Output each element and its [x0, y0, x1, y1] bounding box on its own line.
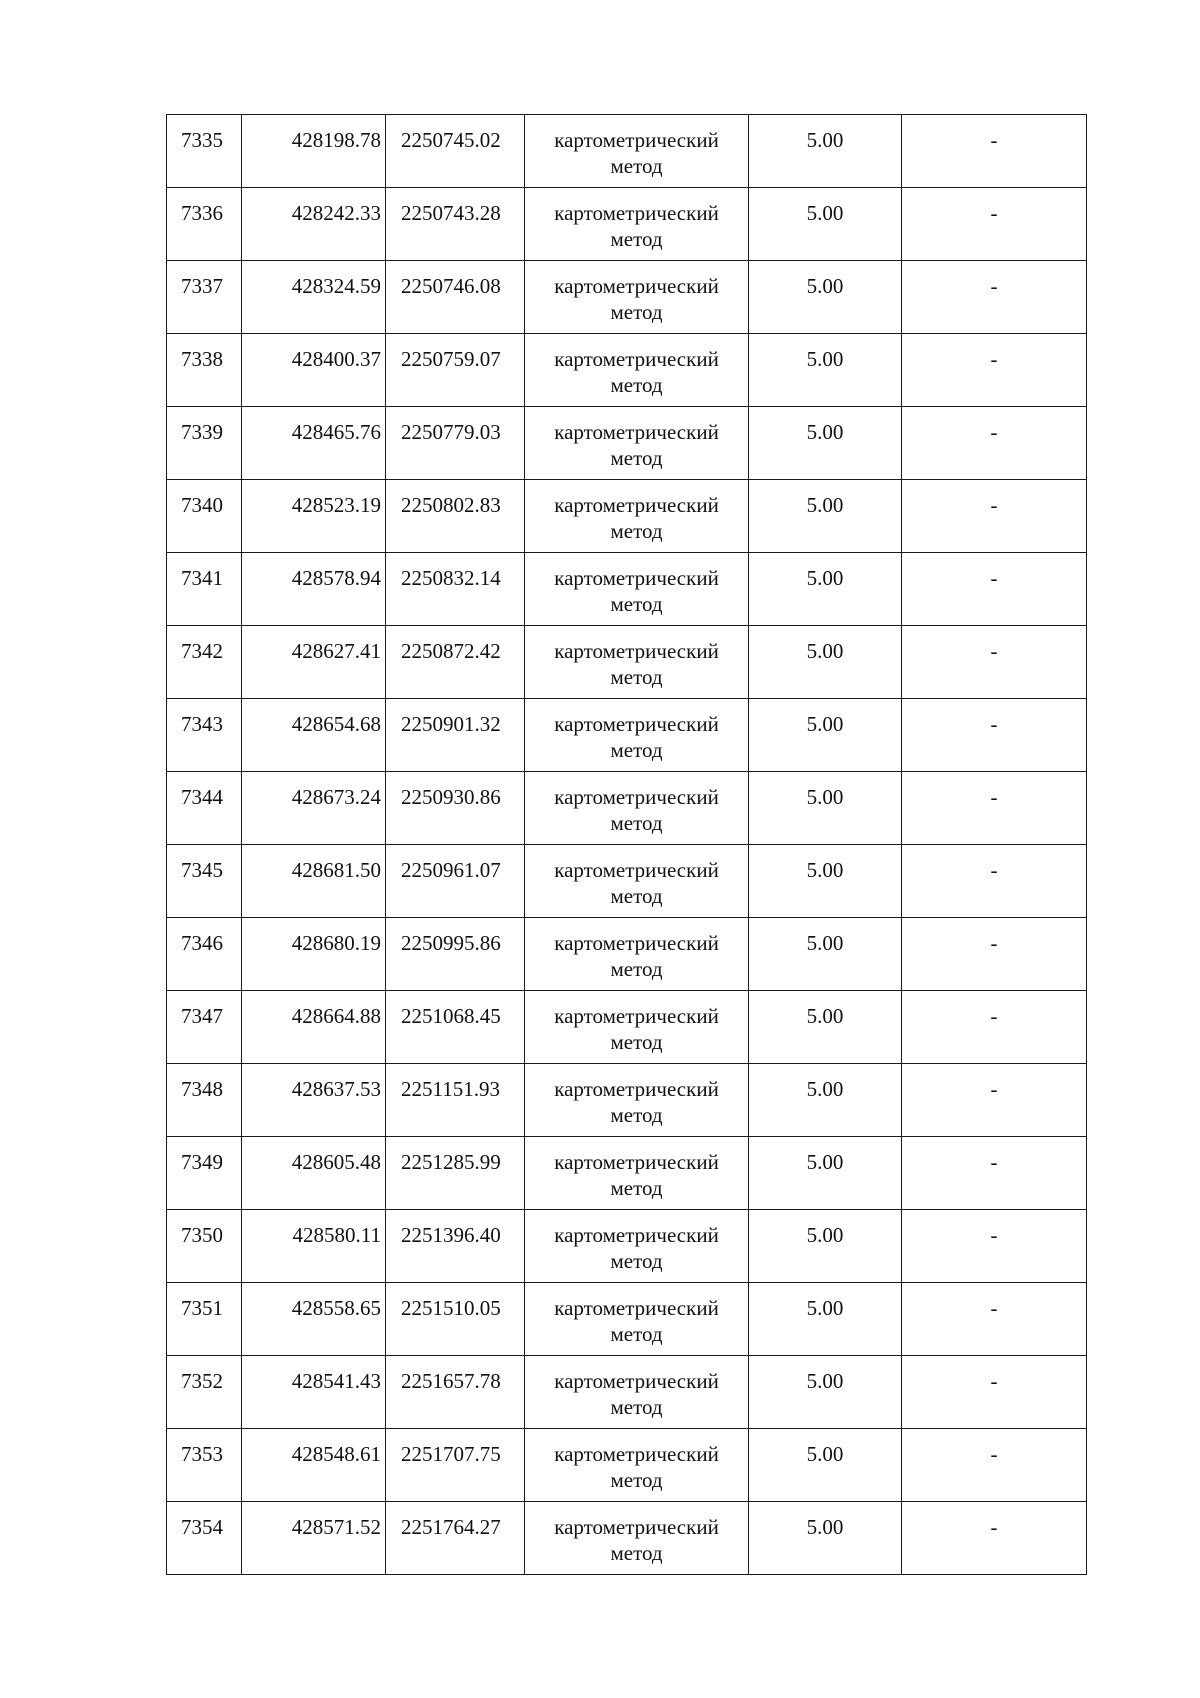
accuracy-cell: 5.00 — [749, 626, 902, 699]
x-coordinate-cell: 428198.78 — [242, 115, 386, 188]
table-row — [167, 480, 1087, 553]
point-number-cell: 7342 — [167, 626, 242, 699]
accuracy-cell: 5.00 — [749, 1502, 902, 1575]
x-coordinate-cell: 428548.61 — [242, 1429, 386, 1502]
point-number-cell: 7338 — [167, 334, 242, 407]
x-coordinate-cell: 428400.37 — [242, 334, 386, 407]
accuracy-cell: 5.00 — [749, 772, 902, 845]
accuracy-cell: 5.00 — [749, 1064, 902, 1137]
accuracy-cell: 5.00 — [749, 115, 902, 188]
x-coordinate-cell: 428571.52 — [242, 1502, 386, 1575]
y-coordinate-cell: 2250961.07 — [386, 845, 525, 918]
table-row — [167, 553, 1087, 626]
x-coordinate-cell: 428578.94 — [242, 553, 386, 626]
note-cell: - — [902, 480, 1087, 553]
note-cell: - — [902, 1064, 1087, 1137]
method-line-2: метод — [610, 300, 663, 324]
point-number-cell: 7350 — [167, 1210, 242, 1283]
note-cell: - — [902, 553, 1087, 626]
y-coordinate-cell: 2250995.86 — [386, 918, 525, 991]
table-row — [167, 115, 1087, 188]
x-coordinate-cell: 428558.65 — [242, 1283, 386, 1356]
method-line-2: метод — [610, 519, 663, 543]
x-coordinate-cell: 428541.43 — [242, 1356, 386, 1429]
method-line-2: метод — [610, 665, 663, 689]
method-line-1: картометрический — [554, 712, 719, 736]
table-row — [167, 1356, 1087, 1429]
method-cell — [525, 991, 749, 1064]
method-line-2: метод — [610, 154, 663, 178]
y-coordinate-cell: 2250759.07 — [386, 334, 525, 407]
x-coordinate-cell: 428242.33 — [242, 188, 386, 261]
y-coordinate-cell: 2250802.83 — [386, 480, 525, 553]
y-coordinate-cell: 2251068.45 — [386, 991, 525, 1064]
method-line-1: картометрический — [554, 128, 719, 152]
method-cell — [525, 1429, 749, 1502]
method-line-2: метод — [610, 1103, 663, 1127]
x-coordinate-cell: 428654.68 — [242, 699, 386, 772]
accuracy-cell: 5.00 — [749, 334, 902, 407]
accuracy-cell: 5.00 — [749, 407, 902, 480]
point-number-cell: 7348 — [167, 1064, 242, 1137]
method-cell — [525, 480, 749, 553]
y-coordinate-cell: 2251510.05 — [386, 1283, 525, 1356]
method-cell — [525, 553, 749, 626]
x-coordinate-cell: 428605.48 — [242, 1137, 386, 1210]
note-cell: - — [902, 407, 1087, 480]
method-line-2: метод — [610, 957, 663, 981]
method-line-2: метод — [610, 1249, 663, 1273]
x-coordinate-cell: 428523.19 — [242, 480, 386, 553]
y-coordinate-cell: 2251764.27 — [386, 1502, 525, 1575]
method-line-2: метод — [610, 1176, 663, 1200]
method-line-1: картометрический — [554, 274, 719, 298]
y-coordinate-cell: 2251657.78 — [386, 1356, 525, 1429]
table-row — [167, 845, 1087, 918]
point-number-cell: 7337 — [167, 261, 242, 334]
note-cell: - — [902, 261, 1087, 334]
x-coordinate-cell: 428580.11 — [242, 1210, 386, 1283]
table-row — [167, 626, 1087, 699]
method-line-2: метод — [610, 1468, 663, 1492]
note-cell: - — [902, 1429, 1087, 1502]
method-line-1: картометрический — [554, 931, 719, 955]
table-row — [167, 261, 1087, 334]
accuracy-cell: 5.00 — [749, 1210, 902, 1283]
point-number-cell: 7352 — [167, 1356, 242, 1429]
table-row — [167, 1137, 1087, 1210]
method-line-2: метод — [610, 446, 663, 470]
method-line-2: метод — [610, 738, 663, 762]
note-cell: - — [902, 1283, 1087, 1356]
y-coordinate-cell: 2250743.28 — [386, 188, 525, 261]
method-cell — [525, 1283, 749, 1356]
note-cell: - — [902, 918, 1087, 991]
method-line-2: метод — [610, 884, 663, 908]
point-number-cell: 7340 — [167, 480, 242, 553]
method-line-1: картометрический — [554, 1077, 719, 1101]
point-number-cell: 7343 — [167, 699, 242, 772]
method-line-1: картометрический — [554, 858, 719, 882]
note-cell: - — [902, 626, 1087, 699]
x-coordinate-cell: 428637.53 — [242, 1064, 386, 1137]
note-cell: - — [902, 772, 1087, 845]
method-line-1: картометрический — [554, 201, 719, 225]
y-coordinate-cell: 2251151.93 — [386, 1064, 525, 1137]
y-coordinate-cell: 2250930.86 — [386, 772, 525, 845]
table-row — [167, 407, 1087, 480]
table-row — [167, 1502, 1087, 1575]
note-cell: - — [902, 991, 1087, 1064]
note-cell: - — [902, 699, 1087, 772]
x-coordinate-cell: 428627.41 — [242, 626, 386, 699]
method-cell — [525, 1356, 749, 1429]
table-row — [167, 1064, 1087, 1137]
note-cell: - — [902, 334, 1087, 407]
method-line-1: картометрический — [554, 1369, 719, 1393]
accuracy-cell: 5.00 — [749, 991, 902, 1064]
note-cell: - — [902, 1356, 1087, 1429]
accuracy-cell: 5.00 — [749, 261, 902, 334]
point-number-cell: 7354 — [167, 1502, 242, 1575]
y-coordinate-cell: 2251707.75 — [386, 1429, 525, 1502]
note-cell: - — [902, 1502, 1087, 1575]
y-coordinate-cell: 2251285.99 — [386, 1137, 525, 1210]
method-cell — [525, 115, 749, 188]
note-cell: - — [902, 845, 1087, 918]
table-row — [167, 918, 1087, 991]
table-row — [167, 699, 1087, 772]
table-row — [167, 1429, 1087, 1502]
y-coordinate-cell: 2250872.42 — [386, 626, 525, 699]
accuracy-cell: 5.00 — [749, 699, 902, 772]
table-row — [167, 334, 1087, 407]
method-line-2: метод — [610, 1030, 663, 1054]
y-coordinate-cell: 2250746.08 — [386, 261, 525, 334]
accuracy-cell: 5.00 — [749, 1356, 902, 1429]
table-row — [167, 772, 1087, 845]
method-line-2: метод — [610, 811, 663, 835]
point-number-cell: 7341 — [167, 553, 242, 626]
method-cell — [525, 1137, 749, 1210]
point-number-cell: 7344 — [167, 772, 242, 845]
method-cell — [525, 699, 749, 772]
method-cell — [525, 261, 749, 334]
point-number-cell: 7339 — [167, 407, 242, 480]
note-cell: - — [902, 1137, 1087, 1210]
method-cell — [525, 772, 749, 845]
accuracy-cell: 5.00 — [749, 553, 902, 626]
method-cell — [525, 1210, 749, 1283]
method-cell — [525, 626, 749, 699]
method-line-1: картометрический — [554, 785, 719, 809]
method-line-2: метод — [610, 1541, 663, 1565]
method-cell — [525, 334, 749, 407]
coordinates-table — [166, 114, 1087, 1575]
y-coordinate-cell: 2251396.40 — [386, 1210, 525, 1283]
accuracy-cell: 5.00 — [749, 188, 902, 261]
method-line-1: картометрический — [554, 420, 719, 444]
method-line-2: метод — [610, 1322, 663, 1346]
method-cell — [525, 1064, 749, 1137]
accuracy-cell: 5.00 — [749, 918, 902, 991]
y-coordinate-cell: 2250745.02 — [386, 115, 525, 188]
x-coordinate-cell: 428673.24 — [242, 772, 386, 845]
x-coordinate-cell: 428664.88 — [242, 991, 386, 1064]
method-line-1: картометрический — [554, 1515, 719, 1539]
point-number-cell: 7351 — [167, 1283, 242, 1356]
note-cell: - — [902, 1210, 1087, 1283]
y-coordinate-cell: 2250901.32 — [386, 699, 525, 772]
method-cell — [525, 407, 749, 480]
table-body — [167, 115, 1087, 1575]
x-coordinate-cell: 428680.19 — [242, 918, 386, 991]
y-coordinate-cell: 2250779.03 — [386, 407, 525, 480]
method-line-2: метод — [610, 373, 663, 397]
method-cell — [525, 845, 749, 918]
accuracy-cell: 5.00 — [749, 480, 902, 553]
note-cell: - — [902, 188, 1087, 261]
method-line-1: картометрический — [554, 1442, 719, 1466]
method-line-2: метод — [610, 227, 663, 251]
method-cell — [525, 1502, 749, 1575]
table-row — [167, 1210, 1087, 1283]
method-line-1: картометрический — [554, 347, 719, 371]
accuracy-cell: 5.00 — [749, 1137, 902, 1210]
table-row — [167, 991, 1087, 1064]
method-line-1: картометрический — [554, 566, 719, 590]
method-line-1: картометрический — [554, 493, 719, 517]
method-line-2: метод — [610, 592, 663, 616]
x-coordinate-cell: 428465.76 — [242, 407, 386, 480]
x-coordinate-cell: 428324.59 — [242, 261, 386, 334]
point-number-cell: 7346 — [167, 918, 242, 991]
method-line-1: картометрический — [554, 639, 719, 663]
point-number-cell: 7345 — [167, 845, 242, 918]
x-coordinate-cell: 428681.50 — [242, 845, 386, 918]
table-row — [167, 1283, 1087, 1356]
point-number-cell: 7336 — [167, 188, 242, 261]
method-line-2: метод — [610, 1395, 663, 1419]
method-cell — [525, 918, 749, 991]
accuracy-cell: 5.00 — [749, 845, 902, 918]
table-row — [167, 188, 1087, 261]
note-cell: - — [902, 115, 1087, 188]
point-number-cell: 7349 — [167, 1137, 242, 1210]
method-line-1: картометрический — [554, 1150, 719, 1174]
method-cell — [525, 188, 749, 261]
y-coordinate-cell: 2250832.14 — [386, 553, 525, 626]
accuracy-cell: 5.00 — [749, 1283, 902, 1356]
point-number-cell: 7347 — [167, 991, 242, 1064]
accuracy-cell: 5.00 — [749, 1429, 902, 1502]
method-line-1: картометрический — [554, 1223, 719, 1247]
point-number-cell: 7335 — [167, 115, 242, 188]
method-line-1: картометрический — [554, 1004, 719, 1028]
point-number-cell: 7353 — [167, 1429, 242, 1502]
method-line-1: картометрический — [554, 1296, 719, 1320]
